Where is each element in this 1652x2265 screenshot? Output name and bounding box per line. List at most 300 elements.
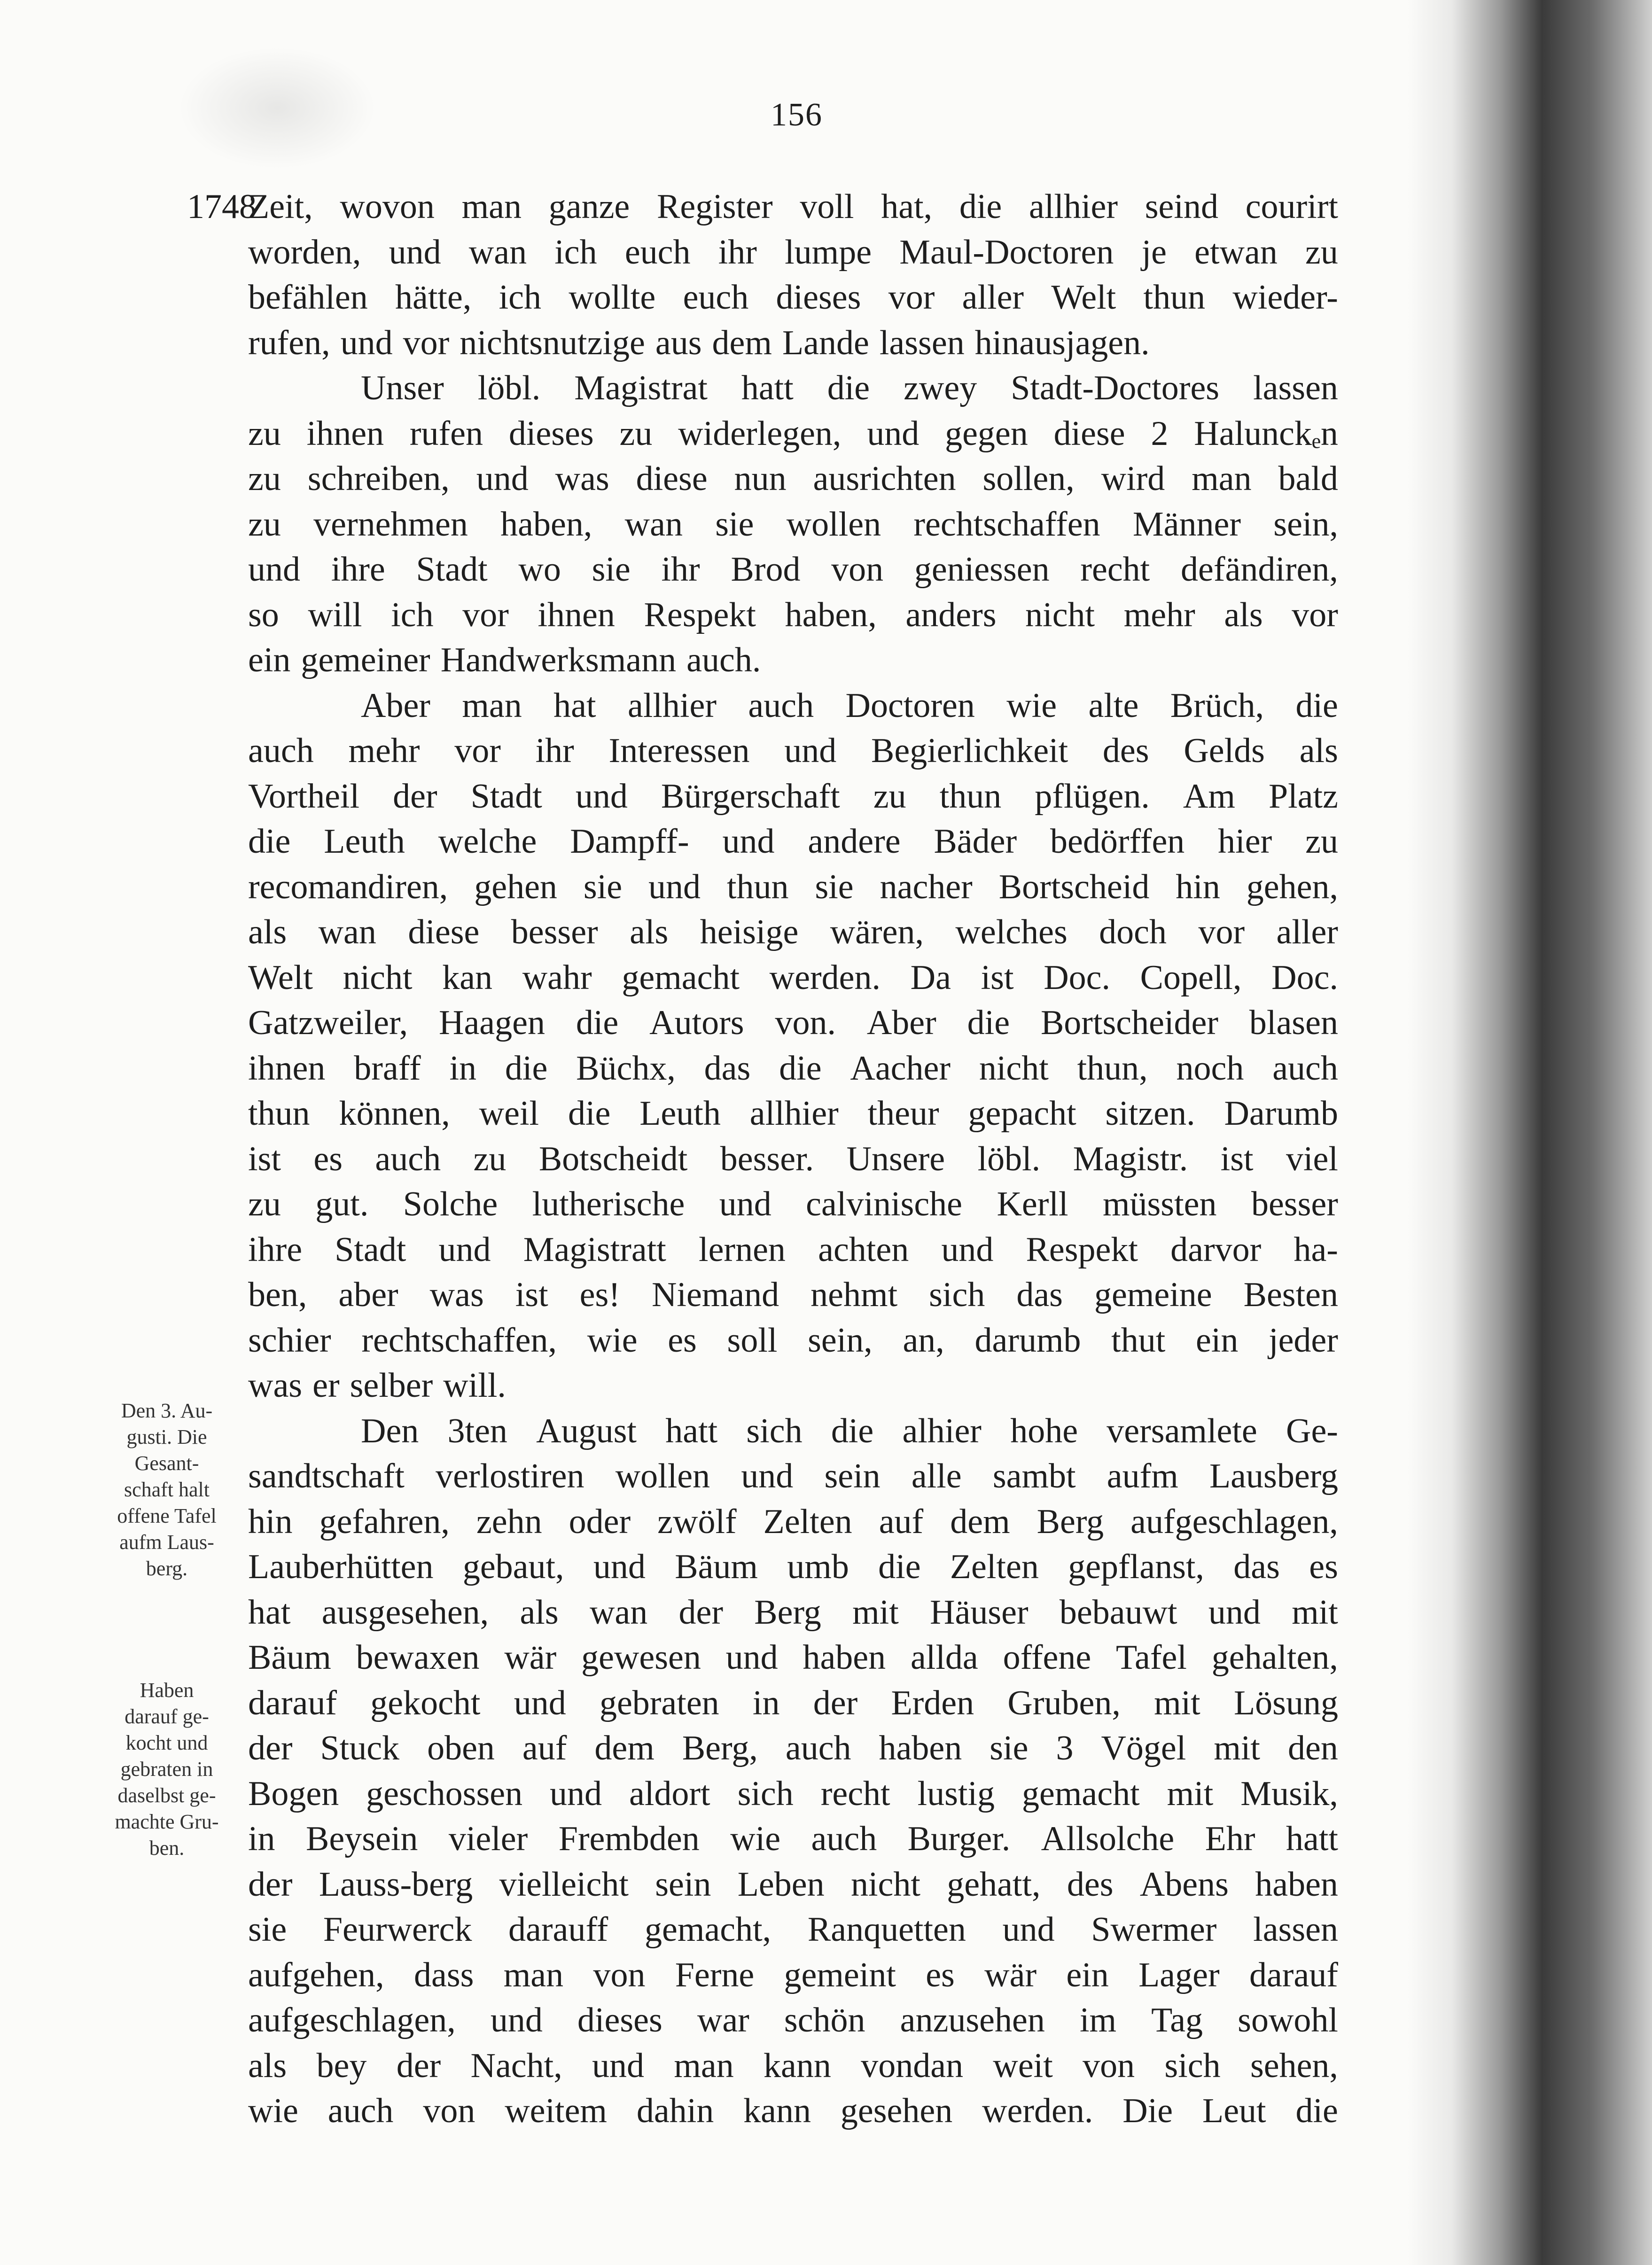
word: und (550, 1774, 602, 1813)
word: Zelten (950, 1548, 1039, 1586)
word: dieses (508, 414, 594, 453)
word: alhier (902, 1411, 982, 1450)
word: von (593, 1955, 646, 1994)
word: man (503, 1955, 564, 1994)
word: Bogen (248, 1774, 339, 1813)
word: sie (815, 867, 854, 906)
word: der (396, 2046, 441, 2085)
word: Bortscheider (1040, 1004, 1219, 1042)
word: aufgeschlagen, (248, 2001, 456, 2039)
word: auch (811, 1820, 877, 1858)
word: der (248, 1865, 293, 1904)
word: die (878, 1548, 921, 1586)
word: schreiben, (307, 459, 450, 498)
word: wan (318, 913, 376, 951)
margin-note-line: machte Gru- (115, 1810, 219, 1833)
word: in (449, 1049, 477, 1088)
word: auch (785, 1729, 851, 1767)
word: hat, (881, 187, 933, 226)
text-line (248, 955, 1338, 1001)
word: man (461, 187, 522, 226)
word: von (423, 2092, 475, 2130)
word: mit (1292, 1593, 1338, 1632)
word: wan (589, 1593, 648, 1632)
word: Büchx, (576, 1049, 676, 1088)
word: und (719, 1185, 771, 1223)
word: befählen (248, 278, 368, 317)
text-line (248, 1499, 1338, 1545)
text-line (248, 1272, 1338, 1318)
word: das (704, 1049, 751, 1088)
word: werden. (769, 958, 881, 997)
word: ausgesehen, (321, 1593, 489, 1632)
word: und (438, 1230, 491, 1269)
word: lassen (1253, 1910, 1338, 1949)
word: welches (955, 913, 1068, 951)
word: calvinische (806, 1185, 963, 1223)
word: wan (468, 233, 527, 272)
word: Vortheil (248, 777, 360, 816)
word: Vögel (1101, 1729, 1186, 1767)
word: und (593, 1548, 646, 1586)
word: dahin (636, 2092, 714, 2130)
word: ganze (548, 187, 630, 226)
word: an, (903, 1321, 944, 1360)
word: Register (657, 187, 773, 226)
word: ihnen (248, 1049, 326, 1088)
text-line (248, 864, 1338, 910)
word: besser (511, 913, 598, 951)
word: Solche (403, 1185, 498, 1223)
word: Abens (1139, 1865, 1229, 1904)
word: Bäum (675, 1548, 758, 1586)
word: nicht (850, 1865, 920, 1904)
word: ich (554, 233, 597, 272)
word: Lande (782, 323, 869, 362)
page-number: 156 (771, 97, 823, 133)
word: darvor (1170, 1230, 1262, 1269)
text-line (248, 774, 1338, 819)
word: Niemand (651, 1276, 779, 1314)
text-line (248, 1318, 1338, 1363)
word: gut. (315, 1185, 369, 1223)
word: haben, (785, 595, 877, 634)
word: recht (820, 1774, 890, 1813)
word: des (1102, 732, 1149, 770)
word: Begierlichkeit (871, 732, 1068, 770)
word: Handwerksmann (440, 641, 677, 679)
word: Magistratt (523, 1230, 666, 1269)
word: gemacht (1022, 1774, 1140, 1813)
word: sein (655, 1865, 711, 1904)
word: Gelds (1184, 732, 1265, 770)
margin-note-line: schaft halt (124, 1478, 210, 1501)
word: vor (888, 278, 935, 317)
word: sie (248, 1910, 287, 1949)
word: auf (522, 1729, 567, 1767)
word: welche (438, 822, 537, 861)
word: ben, (248, 1276, 307, 1314)
word: die (1295, 2092, 1338, 2130)
word: Besten (1243, 1276, 1338, 1314)
word: Frembden (558, 1820, 700, 1858)
word: vor (403, 323, 450, 362)
word: sein, (808, 1321, 873, 1360)
word: courirt (1245, 187, 1338, 226)
word: Aber (361, 686, 430, 725)
word: mit (1214, 1729, 1260, 1767)
word: und (867, 414, 920, 453)
word: gewesen (581, 1638, 701, 1677)
word: zu (248, 505, 281, 544)
margin-note-line: Haben (140, 1679, 194, 1702)
word: zu (248, 414, 281, 453)
word: nichtsnutzige (460, 323, 645, 362)
word: als (248, 2046, 287, 2085)
word: aber (338, 1276, 398, 1314)
word: Magistrat (574, 369, 708, 407)
word: Die (1122, 2092, 1173, 2130)
word: ein (1195, 1321, 1239, 1360)
word: gekocht (370, 1683, 481, 1722)
word: zwölf (657, 1502, 737, 1541)
word: wie (730, 1820, 781, 1858)
text-line (248, 1681, 1338, 1726)
word: das (1016, 1276, 1063, 1314)
word: Leben (737, 1865, 825, 1904)
word: sitzen. (1105, 1094, 1195, 1133)
word: Stadt-Doctores (1011, 369, 1220, 407)
word: Ranquetten (807, 1910, 966, 1949)
text-line (248, 2043, 1338, 2089)
word: Kerll (997, 1185, 1068, 1223)
word: müssten (1102, 1185, 1217, 1223)
word: Nacht, (470, 2046, 562, 2085)
word: und (941, 1230, 994, 1269)
word: thun (248, 1094, 310, 1133)
word: Magistr. (1073, 1139, 1188, 1178)
word: aus (655, 323, 702, 362)
word: Zeit, (248, 187, 313, 226)
scan-smudge (179, 47, 376, 169)
word: den (1288, 1729, 1338, 1767)
word: und (514, 1683, 566, 1722)
word: die (568, 1094, 611, 1133)
text-line (248, 2088, 1338, 2134)
word: Bortscheid (998, 867, 1150, 906)
word: in (248, 1820, 275, 1858)
word: sich (929, 1276, 985, 1314)
word: die (576, 1004, 619, 1042)
margin-note-line: daselbst ge- (117, 1784, 216, 1807)
word: Doc. (1271, 958, 1338, 997)
word: dem (594, 1729, 655, 1767)
word: Den (361, 1411, 419, 1450)
word: wollen (786, 505, 881, 544)
word: alte (1088, 686, 1139, 725)
text-line (248, 683, 1338, 729)
word: gemeine (1094, 1276, 1212, 1314)
text-line (248, 1409, 1338, 1454)
word: versamlete (1107, 1411, 1257, 1450)
word: Gatzweiler, (248, 1004, 408, 1042)
word: Autors (649, 1004, 744, 1042)
word: hin (1176, 867, 1220, 906)
word: aldort (629, 1774, 710, 1813)
word: rufen (409, 414, 483, 453)
word: Stadt (470, 777, 542, 816)
word: blasen (1249, 1004, 1338, 1042)
word: gemacht, (645, 1910, 771, 1949)
word: selber (350, 1366, 433, 1405)
word: pflügen. (1035, 777, 1150, 816)
word: sich (1164, 2046, 1221, 2085)
word: sie (592, 550, 631, 589)
margin-note-line: kocht und (125, 1731, 208, 1754)
word: auch (327, 2092, 394, 2130)
word: sein (824, 1457, 881, 1495)
word: Am (1183, 777, 1235, 816)
word: Männer (1132, 505, 1241, 544)
word: lutherische (532, 1185, 685, 1223)
word: Ge- (1286, 1411, 1338, 1450)
word: die (959, 187, 1002, 226)
word: theur (867, 1094, 939, 1133)
word: als (1224, 595, 1263, 634)
word: nicht (979, 1049, 1049, 1088)
word: umb (787, 1548, 849, 1586)
word: die (505, 1049, 548, 1088)
text-line (248, 184, 1338, 230)
word: vor (1292, 595, 1338, 634)
word: die (1295, 686, 1338, 725)
word: kann (764, 2046, 831, 2085)
word: Berg (754, 1593, 821, 1632)
word: man (462, 686, 522, 725)
word: ihnen (306, 414, 384, 453)
word: ich (391, 595, 434, 634)
word: und (248, 550, 300, 589)
word: schier (248, 1321, 331, 1360)
word: Lösung (1233, 1683, 1338, 1722)
word: soll (727, 1321, 778, 1360)
word: die (831, 1411, 874, 1450)
word: darauf (1249, 1955, 1338, 1994)
word: diese (636, 459, 708, 498)
word: und (592, 2046, 645, 2085)
word: haben (803, 1638, 886, 1677)
word: diese (1053, 414, 1125, 453)
word: nehmt (810, 1276, 898, 1314)
margin-note-august (85, 1398, 249, 1582)
word: Halunckₑn (1194, 414, 1338, 453)
word: zwey (904, 369, 977, 407)
word: vondan (861, 2046, 964, 2085)
word: gegen (945, 414, 1028, 453)
word: und (389, 233, 441, 272)
word: Ehr (1205, 1820, 1255, 1858)
word: recomandiren, (248, 867, 448, 906)
word: Darumb (1224, 1094, 1338, 1133)
word: es! (579, 1276, 620, 1314)
word: auch (375, 1139, 441, 1178)
word: heisige (700, 913, 799, 951)
word: gesehen (840, 2092, 953, 2130)
word: ich (499, 278, 542, 317)
word: ihnen (538, 595, 615, 634)
text-line (248, 366, 1338, 411)
word: man (1192, 459, 1252, 498)
word: aller (1276, 913, 1338, 951)
word: wo (518, 550, 561, 589)
word: was (429, 1276, 484, 1314)
word: und (722, 822, 775, 861)
word: gehen (474, 867, 557, 906)
word: gemeiner (301, 641, 430, 679)
word: mit (852, 1593, 899, 1632)
word: wieder- (1232, 278, 1338, 317)
text-line (248, 1635, 1338, 1681)
text-line (248, 1454, 1338, 1499)
word: weit (993, 2046, 1053, 2085)
text-line (248, 728, 1338, 774)
word: allhier (749, 1094, 839, 1133)
word: dieses (776, 278, 861, 317)
text-line (248, 1726, 1338, 1771)
word: und (1002, 1910, 1055, 1949)
word: alle (911, 1457, 962, 1495)
word: ist (981, 958, 1014, 997)
word: Bäum (248, 1638, 331, 1677)
word: diese (408, 913, 480, 951)
word: zu (619, 414, 653, 453)
word: Respekt (1026, 1230, 1138, 1269)
word: sowohl (1238, 2001, 1338, 2039)
word: August (536, 1411, 637, 1450)
word: darauf (248, 1683, 337, 1722)
word: es (313, 1139, 343, 1178)
word: ist (1220, 1139, 1254, 1178)
word: nacher (880, 867, 973, 906)
word: sehen, (1250, 2046, 1338, 2085)
word: als (1299, 732, 1338, 770)
word: Musik, (1240, 1774, 1338, 1813)
word: sie (583, 867, 623, 906)
word: löbl. (477, 369, 541, 407)
word: hin (248, 1502, 293, 1541)
word: Leuth (639, 1094, 721, 1133)
word: wär (984, 1955, 1037, 1994)
word: will. (443, 1366, 506, 1405)
word: von (831, 550, 884, 589)
word: Interessen (608, 732, 750, 770)
word: vor (462, 595, 509, 634)
word: sie (990, 1729, 1029, 1767)
margin-note-line: darauf ge- (125, 1705, 209, 1728)
word: Lauss-berg (319, 1865, 473, 1904)
text-line (248, 411, 1338, 457)
word: hinausjagen. (974, 323, 1150, 362)
word: Tag (1151, 2001, 1203, 2039)
word: aller (962, 278, 1024, 317)
word: und (340, 323, 393, 362)
word: wahr (522, 958, 592, 997)
text-line (248, 1363, 1338, 1409)
word: ihr (661, 550, 700, 589)
word: wie (248, 2092, 298, 2130)
word: Lager (1138, 1955, 1220, 1994)
word: Aacher (850, 1049, 951, 1088)
word: wollen (615, 1457, 710, 1495)
word: der (813, 1683, 858, 1722)
word: haben, (500, 505, 592, 544)
margin-note-line: Den 3. Au- (121, 1399, 213, 1422)
word: besser (1251, 1185, 1338, 1223)
word: war (697, 2001, 749, 2039)
word: es (668, 1321, 697, 1360)
word: lassen (1253, 369, 1338, 407)
word: vor (1198, 913, 1245, 951)
word: hohe (1010, 1411, 1078, 1450)
text-line (248, 1771, 1338, 1817)
word: Copell, (1140, 958, 1242, 997)
word: thut (1111, 1321, 1166, 1360)
word: sandtschaft (248, 1457, 405, 1495)
word: Welt (248, 958, 313, 997)
word: ihr (535, 732, 574, 770)
word: dem (950, 1502, 1010, 1541)
word: bald (1278, 459, 1338, 498)
margin-note-line: aufm Laus- (119, 1531, 214, 1554)
word: Brod (731, 550, 801, 589)
word: es (926, 1955, 955, 1994)
text-line (248, 1907, 1338, 1953)
word: hatt (665, 1411, 718, 1450)
word: darauff (508, 1910, 608, 1949)
word: Beysein (306, 1820, 418, 1858)
word: und (575, 777, 628, 816)
text-line (248, 1998, 1338, 2043)
word: mehr (1123, 595, 1195, 634)
word: Gruben, (1007, 1683, 1121, 1722)
word: doch (1099, 913, 1167, 951)
text-line (248, 320, 1338, 366)
text-line (248, 1182, 1338, 1227)
word: von (1083, 2046, 1135, 2085)
word: Maul-Doctoren (899, 233, 1114, 272)
word: besser. (720, 1139, 814, 1178)
text-line (248, 230, 1338, 275)
margin-note-line: berg. (146, 1557, 188, 1580)
word: jeder (1269, 1321, 1338, 1360)
word: lernen (699, 1230, 786, 1269)
word: Aber (866, 1004, 936, 1042)
word: Berg (1036, 1502, 1104, 1541)
word: das (1233, 1548, 1280, 1586)
word: vernehmen (313, 505, 468, 544)
word: ist (248, 1139, 281, 1178)
text-line (248, 456, 1338, 502)
word: allhier (627, 686, 717, 725)
word: sie (715, 505, 754, 544)
word: gebaut, (462, 1548, 564, 1586)
word: wovon (340, 187, 435, 226)
word: wie (587, 1321, 638, 1360)
word: Unser (361, 369, 444, 407)
word: aufgeschlagen, (1130, 1502, 1338, 1541)
word: von. (775, 1004, 836, 1042)
text-line (248, 1544, 1338, 1590)
